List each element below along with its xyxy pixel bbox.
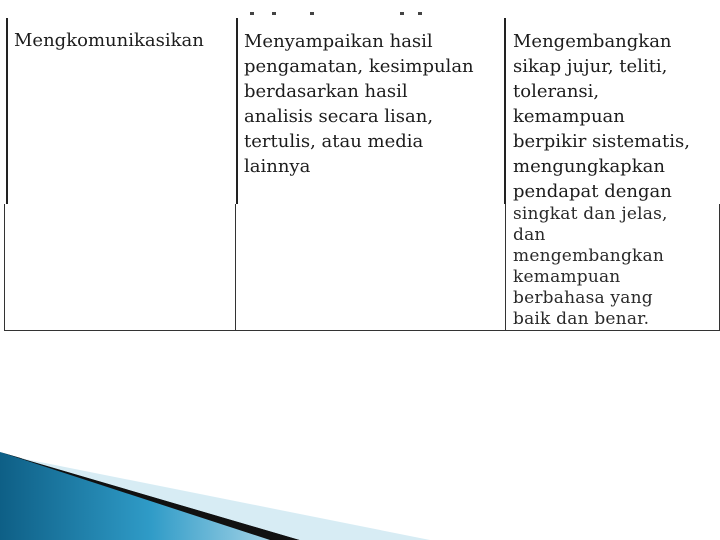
column-divider — [236, 18, 238, 204]
table-cell-competency-continued: singkat dan jelas, dan mengembangkan kemampuan berbahasa yang baik dan benar. — [513, 204, 668, 329]
table-cell-activity: Mengkomunikasikan — [14, 30, 204, 51]
column-divider — [235, 204, 236, 330]
table-cell-competency: Mengembangkan sikap jujur, teliti, toleransi, kemampuan berpikir sistematis, mengungkapkan pendapat dengan — [513, 31, 690, 202]
decorative-wedge — [0, 450, 440, 540]
column-divider — [504, 18, 506, 204]
column-divider — [505, 204, 506, 330]
table-cell-description: Menyampaikan hasil pengamatan, kesimpulan berdasarkan hasil analisis secara lisan, tertulis, atau media lainnya — [244, 31, 474, 177]
